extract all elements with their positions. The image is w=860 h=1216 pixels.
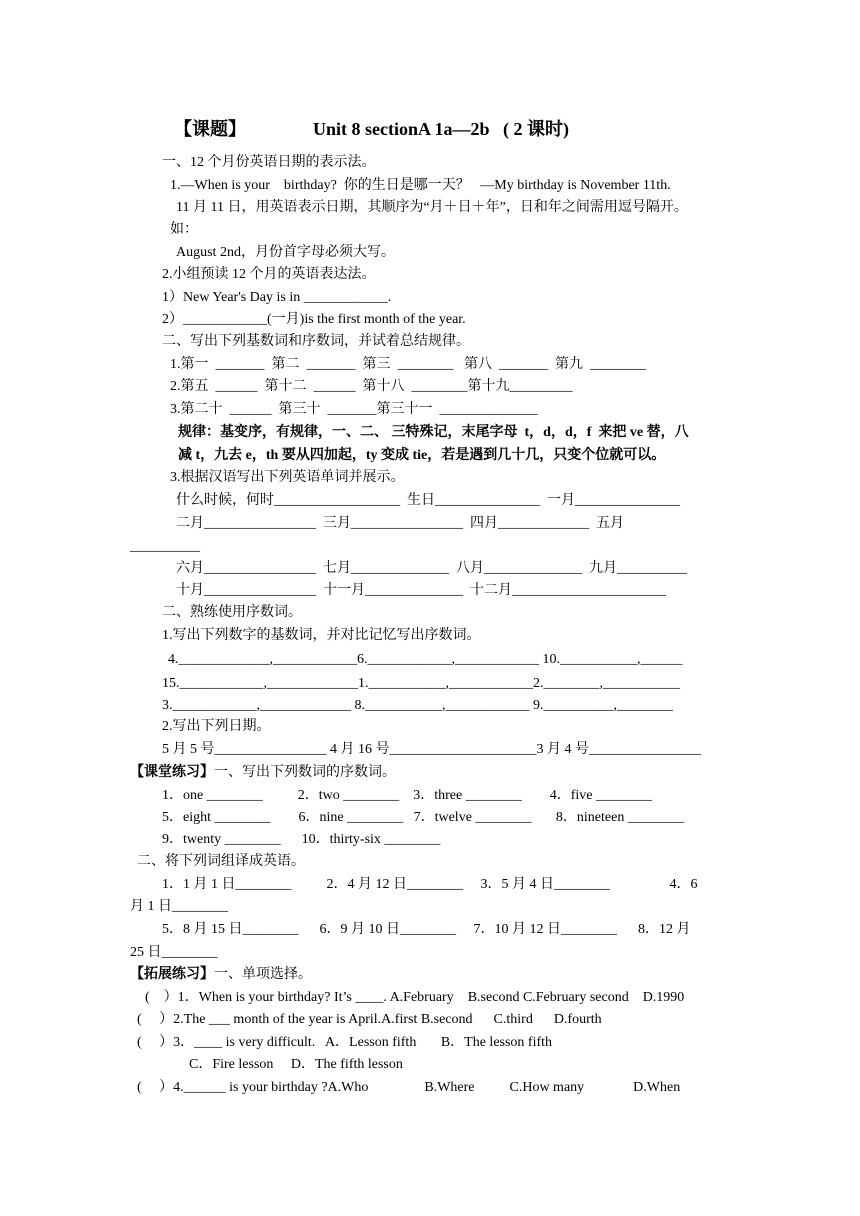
question-line: ( ）1．When is your birthday? It’s ____. A.February B.second C.February second D.1990	[145, 990, 685, 1005]
exercise-line: 1．one ________ 2．two ________ 3．three ________ 4．five ________	[162, 788, 652, 803]
exercise-line: 9．twenty ________ 10．thirty-six ________	[162, 832, 441, 847]
text-line: August 2nd，月份首字母必须大写。	[176, 245, 395, 260]
extension-heading-label: 【拓展练习】	[130, 967, 214, 982]
text-line: 3.根据汉语写出下列英语单词并展示。	[170, 470, 405, 485]
fill-in-line: 3.____________,_____________ 8.___________,____________ 9.__________,________	[162, 698, 673, 713]
section-heading: 二、熟练使用序数词。	[162, 605, 302, 620]
text-line: 2.写出下列日期。	[162, 719, 271, 734]
question-line: C．Fire lesson D．The fifth lesson	[189, 1057, 403, 1072]
section-heading: 二、写出下列基数词和序数词，并试着总结规律。	[162, 334, 470, 349]
section-heading: 一、12 个月份英语日期的表示法。	[162, 155, 376, 170]
rule-text: 规律：基变序，有规律，一、二、 三特殊记，末尾字母 t，d，d，f 来把 ve 替，八	[178, 425, 689, 440]
fill-in-line: 2）____________(一月)is the first month of the year.	[162, 312, 466, 327]
fill-in-line: __________	[130, 539, 200, 554]
fill-in-line: 十月________________ 十一月______________ 十二月______________________	[176, 583, 666, 598]
exercise-line: 5．8 月 15 日________ 6．9 月 10 日________ 7．10 月 12 日________ 8．12 月	[162, 922, 691, 937]
exercise-line: 1．1 月 1 日________ 2．4 月 12 日________ 3．5 月 4 日________ 4．6	[162, 877, 698, 892]
practice-heading-label: 【课堂练习】	[130, 765, 214, 780]
question-line: ( ）3．____ is very difficult. A．Lesson fifth B．The lesson fifth	[137, 1035, 553, 1050]
section-heading: 二、将下列词组译成英语。	[137, 854, 305, 869]
text-line: 如：	[170, 222, 198, 237]
fill-in-line: 1.第一 _______ 第二 _______ 第三 ________ 第八 _______ 第九 ________	[170, 357, 646, 372]
exercise-line: 月 1 日________	[130, 899, 228, 914]
exercise-line: 5．eight ________ 6．nine ________ 7．twelve ________ 8．nineteen ________	[162, 810, 684, 825]
fill-in-line: 15.____________,_____________1.___________,____________2.________,___________	[162, 676, 680, 691]
fill-in-line: 二月________________ 三月________________ 四月_____________ 五月	[176, 516, 624, 531]
fill-in-line: 1）New Year's Day is in ____________.	[162, 290, 392, 305]
practice-heading	[130, 764, 396, 782]
exercise-line: 25 日________	[130, 945, 218, 960]
title-bracket: 【课题】	[174, 119, 246, 139]
fill-in-line: 六月________________ 七月______________ 八月______________ 九月__________	[176, 561, 687, 576]
text-line: 1.写出下列数字的基数词，并对比记忆写出序数词。	[162, 628, 481, 643]
fill-in-line: 4._____________,____________6.____________,____________ 10.___________,______	[168, 652, 683, 667]
extension-heading-text: 一、单项选择。	[214, 967, 312, 982]
practice-heading-text: 一、写出下列数词的序数词。	[214, 765, 396, 780]
text-line: 11 月 11 日，用英语表示日期，其顺序为“月＋日＋年”，日和年之间需用逗号隔开。	[176, 200, 688, 215]
fill-in-line: 3.第二十 ______ 第三十 _______第三十一 ______________	[170, 402, 538, 417]
fill-in-line: 5 月 5 号________________ 4 月 16 号_____________________3 月 4 号________________	[162, 742, 701, 757]
fill-in-line: 2.第五 ______ 第十二 ______ 第十八 ________第十九_________	[170, 379, 573, 394]
extension-heading	[130, 966, 312, 984]
text-line: 2.小组预读 12 个月的英语表达法。	[162, 267, 376, 282]
rule-text: 减 t，九去 e，th 要从四加起，ty 变成 tie，若是遇到几十几，只变个位就可以。	[178, 448, 666, 463]
fill-in-line: 什么时候，何时__________________ 生日_______________ 一月_______________	[176, 493, 680, 508]
question-line: ( ）4.______ is your birthday ?A.Who B.Where C.How many D.When	[137, 1080, 681, 1095]
text-line: 1.—When is your birthday? 你的生日是哪一天？ —My birthday is November 11th.	[170, 178, 671, 193]
title-unit: Unit 8 sectionA 1a—2b ( 2 课时)	[313, 119, 569, 139]
question-line: ( ）2.The ___ month of the year is April.A.first B.second C.third D.fourth	[137, 1012, 602, 1027]
